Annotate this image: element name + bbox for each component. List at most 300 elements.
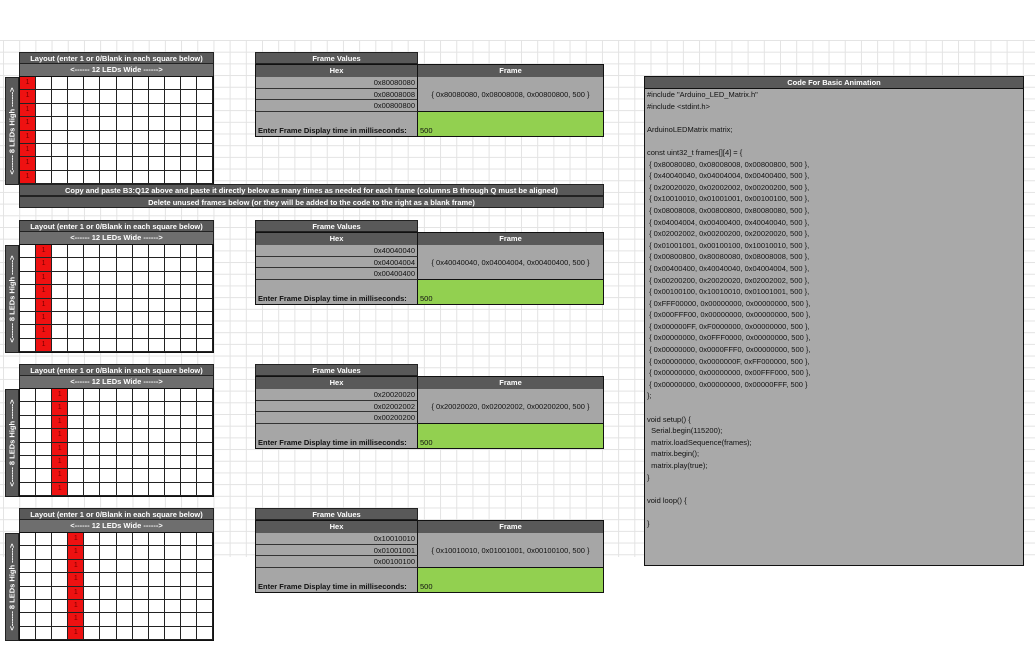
led-cell[interactable] bbox=[181, 131, 197, 144]
display-time-input[interactable]: 500 bbox=[418, 280, 603, 304]
led-cell[interactable] bbox=[100, 416, 116, 429]
led-cell[interactable] bbox=[100, 533, 116, 546]
led-cell[interactable] bbox=[165, 443, 181, 456]
led-cell[interactable] bbox=[20, 299, 36, 312]
hex-value-1[interactable]: 0x40040040 bbox=[256, 245, 418, 257]
led-cell[interactable] bbox=[149, 469, 165, 482]
led-cell[interactable] bbox=[133, 299, 149, 312]
led-cell[interactable] bbox=[197, 171, 213, 184]
led-cell[interactable] bbox=[68, 402, 84, 415]
led-cell[interactable] bbox=[100, 325, 116, 338]
led-cell[interactable] bbox=[197, 325, 213, 338]
display-time-input[interactable]: 500 bbox=[418, 568, 603, 592]
led-cell[interactable] bbox=[117, 587, 133, 600]
led-cell[interactable] bbox=[133, 245, 149, 258]
led-cell[interactable] bbox=[133, 627, 149, 640]
led-cell[interactable] bbox=[36, 416, 52, 429]
led-cell[interactable] bbox=[36, 389, 52, 402]
hex-value-3[interactable]: 0x00400400 bbox=[256, 268, 418, 280]
led-grid[interactable] bbox=[19, 388, 214, 497]
led-cell[interactable] bbox=[68, 483, 84, 496]
led-cell[interactable] bbox=[100, 258, 116, 271]
led-cell[interactable] bbox=[197, 339, 213, 352]
led-cell[interactable] bbox=[36, 469, 52, 482]
led-cell[interactable] bbox=[100, 171, 116, 184]
led-cell[interactable] bbox=[117, 245, 133, 258]
led-cell[interactable] bbox=[149, 389, 165, 402]
led-cell[interactable] bbox=[149, 258, 165, 271]
led-cell[interactable] bbox=[117, 533, 133, 546]
led-cell[interactable] bbox=[20, 627, 36, 640]
frame-value[interactable]: { 0x80080080, 0x08008008, 0x00800800, 500 } bbox=[418, 77, 603, 112]
hex-value-1[interactable]: 0x10010010 bbox=[256, 533, 418, 545]
led-cell[interactable] bbox=[133, 258, 149, 271]
led-cell[interactable]: 1 bbox=[20, 90, 36, 103]
led-cell[interactable] bbox=[20, 546, 36, 559]
led-cell[interactable] bbox=[84, 117, 100, 130]
led-cell[interactable] bbox=[149, 533, 165, 546]
led-cell[interactable] bbox=[165, 272, 181, 285]
led-cell[interactable] bbox=[84, 389, 100, 402]
led-cell[interactable] bbox=[36, 90, 52, 103]
hex-value-1[interactable]: 0x80080080 bbox=[256, 77, 418, 89]
led-cell[interactable] bbox=[36, 157, 52, 170]
led-cell[interactable]: 1 bbox=[36, 299, 52, 312]
led-cell[interactable] bbox=[181, 171, 197, 184]
led-cell[interactable] bbox=[36, 587, 52, 600]
led-cell[interactable] bbox=[133, 560, 149, 573]
led-cell[interactable] bbox=[197, 285, 213, 298]
led-cell[interactable] bbox=[36, 533, 52, 546]
led-cell[interactable] bbox=[197, 131, 213, 144]
led-cell[interactable] bbox=[181, 389, 197, 402]
led-cell[interactable] bbox=[133, 546, 149, 559]
led-cell[interactable] bbox=[52, 104, 68, 117]
led-cell[interactable] bbox=[149, 104, 165, 117]
hex-value-2[interactable]: 0x02002002 bbox=[256, 401, 418, 413]
led-cell[interactable] bbox=[117, 258, 133, 271]
led-cell[interactable]: 1 bbox=[52, 389, 68, 402]
led-cell[interactable] bbox=[133, 456, 149, 469]
led-cell[interactable] bbox=[20, 573, 36, 586]
hex-value-2[interactable]: 0x08008008 bbox=[256, 89, 418, 101]
led-cell[interactable] bbox=[20, 456, 36, 469]
led-cell[interactable] bbox=[20, 245, 36, 258]
led-cell[interactable] bbox=[117, 613, 133, 626]
led-cell[interactable] bbox=[36, 131, 52, 144]
led-cell[interactable] bbox=[117, 325, 133, 338]
led-cell[interactable] bbox=[100, 469, 116, 482]
led-cell[interactable] bbox=[181, 483, 197, 496]
led-cell[interactable] bbox=[197, 600, 213, 613]
led-cell[interactable] bbox=[165, 325, 181, 338]
led-cell[interactable]: 1 bbox=[68, 600, 84, 613]
led-cell[interactable] bbox=[181, 144, 197, 157]
led-cell[interactable] bbox=[197, 258, 213, 271]
led-cell[interactable]: 1 bbox=[68, 533, 84, 546]
led-cell[interactable] bbox=[165, 587, 181, 600]
led-cell[interactable] bbox=[84, 402, 100, 415]
led-cell[interactable] bbox=[165, 285, 181, 298]
led-cell[interactable] bbox=[197, 245, 213, 258]
led-cell[interactable] bbox=[165, 258, 181, 271]
led-cell[interactable] bbox=[84, 157, 100, 170]
led-cell[interactable] bbox=[84, 104, 100, 117]
led-cell[interactable]: 1 bbox=[36, 272, 52, 285]
led-cell[interactable] bbox=[52, 627, 68, 640]
led-cell[interactable] bbox=[149, 456, 165, 469]
led-cell[interactable] bbox=[133, 483, 149, 496]
led-cell[interactable] bbox=[100, 144, 116, 157]
led-cell[interactable] bbox=[20, 469, 36, 482]
led-cell[interactable] bbox=[68, 312, 84, 325]
led-cell[interactable] bbox=[20, 339, 36, 352]
led-cell[interactable] bbox=[36, 483, 52, 496]
led-cell[interactable] bbox=[133, 90, 149, 103]
led-cell[interactable] bbox=[117, 573, 133, 586]
led-cell[interactable] bbox=[197, 429, 213, 442]
led-cell[interactable] bbox=[52, 90, 68, 103]
led-cell[interactable] bbox=[181, 157, 197, 170]
code-body[interactable] bbox=[645, 89, 1023, 530]
led-grid[interactable] bbox=[19, 76, 214, 185]
led-cell[interactable] bbox=[117, 117, 133, 130]
led-cell[interactable] bbox=[52, 258, 68, 271]
led-cell[interactable] bbox=[20, 272, 36, 285]
led-cell[interactable]: 1 bbox=[52, 402, 68, 415]
led-cell[interactable] bbox=[165, 573, 181, 586]
led-cell[interactable] bbox=[133, 587, 149, 600]
led-cell[interactable] bbox=[197, 587, 213, 600]
led-cell[interactable] bbox=[133, 104, 149, 117]
led-cell[interactable] bbox=[84, 483, 100, 496]
led-cell[interactable] bbox=[20, 600, 36, 613]
led-grid[interactable] bbox=[19, 532, 214, 641]
led-cell[interactable] bbox=[181, 402, 197, 415]
led-cell[interactable] bbox=[149, 312, 165, 325]
led-cell[interactable] bbox=[149, 560, 165, 573]
led-cell[interactable] bbox=[181, 560, 197, 573]
led-cell[interactable] bbox=[68, 285, 84, 298]
led-cell[interactable] bbox=[68, 456, 84, 469]
led-cell[interactable] bbox=[149, 402, 165, 415]
led-cell[interactable] bbox=[52, 533, 68, 546]
led-cell[interactable] bbox=[100, 245, 116, 258]
led-cell[interactable] bbox=[197, 443, 213, 456]
led-cell[interactable]: 1 bbox=[36, 325, 52, 338]
led-cell[interactable] bbox=[117, 456, 133, 469]
led-cell[interactable]: 1 bbox=[36, 339, 52, 352]
led-cell[interactable] bbox=[84, 416, 100, 429]
led-cell[interactable] bbox=[100, 90, 116, 103]
led-cell[interactable] bbox=[68, 339, 84, 352]
led-cell[interactable] bbox=[181, 339, 197, 352]
led-cell[interactable] bbox=[100, 131, 116, 144]
led-cell[interactable] bbox=[133, 325, 149, 338]
led-cell[interactable] bbox=[52, 299, 68, 312]
led-cell[interactable]: 1 bbox=[52, 429, 68, 442]
led-cell[interactable] bbox=[84, 429, 100, 442]
led-cell[interactable] bbox=[68, 117, 84, 130]
led-cell[interactable] bbox=[117, 285, 133, 298]
led-grid[interactable] bbox=[19, 244, 214, 353]
led-cell[interactable] bbox=[149, 117, 165, 130]
led-cell[interactable] bbox=[52, 131, 68, 144]
led-cell[interactable] bbox=[117, 157, 133, 170]
led-cell[interactable] bbox=[133, 285, 149, 298]
led-cell[interactable] bbox=[133, 573, 149, 586]
led-cell[interactable]: 1 bbox=[20, 171, 36, 184]
led-cell[interactable] bbox=[149, 339, 165, 352]
led-cell[interactable]: 1 bbox=[20, 104, 36, 117]
led-cell[interactable] bbox=[36, 613, 52, 626]
led-cell[interactable] bbox=[117, 416, 133, 429]
led-cell[interactable] bbox=[20, 258, 36, 271]
led-cell[interactable] bbox=[84, 456, 100, 469]
led-cell[interactable] bbox=[197, 157, 213, 170]
led-cell[interactable] bbox=[100, 456, 116, 469]
led-cell[interactable]: 1 bbox=[52, 416, 68, 429]
led-cell[interactable] bbox=[20, 533, 36, 546]
led-cell[interactable] bbox=[100, 104, 116, 117]
led-cell[interactable] bbox=[117, 429, 133, 442]
led-cell[interactable] bbox=[100, 312, 116, 325]
led-cell[interactable] bbox=[149, 77, 165, 90]
led-cell[interactable] bbox=[100, 285, 116, 298]
led-cell[interactable] bbox=[165, 339, 181, 352]
led-cell[interactable] bbox=[84, 560, 100, 573]
led-cell[interactable] bbox=[117, 402, 133, 415]
led-cell[interactable] bbox=[149, 285, 165, 298]
led-cell[interactable] bbox=[100, 339, 116, 352]
led-cell[interactable] bbox=[52, 272, 68, 285]
led-cell[interactable] bbox=[52, 573, 68, 586]
led-cell[interactable] bbox=[20, 587, 36, 600]
led-cell[interactable] bbox=[117, 272, 133, 285]
led-cell[interactable] bbox=[133, 429, 149, 442]
led-cell[interactable]: 1 bbox=[52, 456, 68, 469]
led-cell[interactable] bbox=[197, 389, 213, 402]
led-cell[interactable] bbox=[52, 157, 68, 170]
led-cell[interactable] bbox=[36, 573, 52, 586]
led-cell[interactable] bbox=[181, 272, 197, 285]
led-cell[interactable] bbox=[133, 157, 149, 170]
led-cell[interactable] bbox=[20, 402, 36, 415]
hex-value-3[interactable]: 0x00200200 bbox=[256, 412, 418, 424]
led-cell[interactable] bbox=[117, 299, 133, 312]
led-cell[interactable] bbox=[197, 272, 213, 285]
led-cell[interactable] bbox=[181, 312, 197, 325]
led-cell[interactable] bbox=[181, 429, 197, 442]
led-cell[interactable] bbox=[100, 587, 116, 600]
led-cell[interactable] bbox=[197, 456, 213, 469]
led-cell[interactable] bbox=[84, 443, 100, 456]
led-cell[interactable]: 1 bbox=[20, 157, 36, 170]
led-cell[interactable] bbox=[181, 299, 197, 312]
led-cell[interactable] bbox=[36, 171, 52, 184]
led-cell[interactable]: 1 bbox=[20, 131, 36, 144]
led-cell[interactable] bbox=[181, 627, 197, 640]
frame-value[interactable]: { 0x10010010, 0x01001001, 0x00100100, 500 } bbox=[418, 533, 603, 568]
led-cell[interactable] bbox=[117, 77, 133, 90]
led-cell[interactable] bbox=[117, 339, 133, 352]
led-cell[interactable] bbox=[84, 587, 100, 600]
led-cell[interactable] bbox=[197, 299, 213, 312]
led-cell[interactable] bbox=[100, 443, 116, 456]
led-cell[interactable] bbox=[52, 560, 68, 573]
led-cell[interactable] bbox=[197, 546, 213, 559]
led-cell[interactable] bbox=[84, 299, 100, 312]
led-cell[interactable] bbox=[20, 443, 36, 456]
led-cell[interactable] bbox=[117, 389, 133, 402]
led-cell[interactable] bbox=[84, 245, 100, 258]
led-cell[interactable] bbox=[117, 104, 133, 117]
led-cell[interactable] bbox=[165, 90, 181, 103]
led-cell[interactable] bbox=[68, 299, 84, 312]
led-cell[interactable] bbox=[117, 600, 133, 613]
led-cell[interactable]: 1 bbox=[36, 312, 52, 325]
led-cell[interactable] bbox=[149, 627, 165, 640]
led-cell[interactable] bbox=[165, 402, 181, 415]
led-cell[interactable] bbox=[181, 416, 197, 429]
led-cell[interactable] bbox=[100, 429, 116, 442]
led-cell[interactable] bbox=[165, 131, 181, 144]
led-cell[interactable] bbox=[84, 469, 100, 482]
led-cell[interactable] bbox=[100, 483, 116, 496]
led-cell[interactable] bbox=[52, 312, 68, 325]
led-cell[interactable] bbox=[181, 77, 197, 90]
led-cell[interactable] bbox=[149, 600, 165, 613]
led-cell[interactable]: 1 bbox=[20, 77, 36, 90]
led-cell[interactable] bbox=[36, 117, 52, 130]
led-cell[interactable] bbox=[52, 546, 68, 559]
led-cell[interactable] bbox=[117, 90, 133, 103]
led-cell[interactable] bbox=[197, 573, 213, 586]
led-cell[interactable] bbox=[52, 600, 68, 613]
led-cell[interactable] bbox=[52, 245, 68, 258]
led-cell[interactable] bbox=[149, 144, 165, 157]
frame-value[interactable]: { 0x20020020, 0x02002002, 0x00200200, 500 } bbox=[418, 389, 603, 424]
led-cell[interactable] bbox=[149, 573, 165, 586]
led-cell[interactable] bbox=[197, 533, 213, 546]
led-cell[interactable] bbox=[149, 587, 165, 600]
led-cell[interactable] bbox=[197, 483, 213, 496]
led-cell[interactable] bbox=[84, 77, 100, 90]
led-cell[interactable] bbox=[181, 245, 197, 258]
led-cell[interactable]: 1 bbox=[68, 560, 84, 573]
led-cell[interactable] bbox=[117, 171, 133, 184]
led-cell[interactable] bbox=[36, 144, 52, 157]
led-cell[interactable] bbox=[52, 171, 68, 184]
led-cell[interactable] bbox=[68, 389, 84, 402]
led-cell[interactable] bbox=[165, 389, 181, 402]
led-cell[interactable] bbox=[36, 546, 52, 559]
led-cell[interactable] bbox=[84, 533, 100, 546]
led-cell[interactable] bbox=[68, 131, 84, 144]
led-cell[interactable] bbox=[20, 312, 36, 325]
led-cell[interactable] bbox=[100, 272, 116, 285]
led-cell[interactable] bbox=[133, 144, 149, 157]
led-cell[interactable] bbox=[117, 560, 133, 573]
led-cell[interactable] bbox=[52, 144, 68, 157]
led-cell[interactable] bbox=[181, 573, 197, 586]
led-cell[interactable] bbox=[181, 456, 197, 469]
led-cell[interactable] bbox=[20, 560, 36, 573]
led-cell[interactable] bbox=[20, 416, 36, 429]
led-cell[interactable] bbox=[52, 285, 68, 298]
led-cell[interactable] bbox=[117, 546, 133, 559]
led-cell[interactable] bbox=[68, 245, 84, 258]
led-cell[interactable] bbox=[165, 456, 181, 469]
led-cell[interactable] bbox=[181, 104, 197, 117]
led-cell[interactable] bbox=[133, 131, 149, 144]
led-cell[interactable] bbox=[149, 171, 165, 184]
led-cell[interactable] bbox=[165, 77, 181, 90]
led-cell[interactable] bbox=[68, 469, 84, 482]
led-cell[interactable] bbox=[100, 389, 116, 402]
led-cell[interactable] bbox=[100, 546, 116, 559]
display-time-input[interactable]: 500 bbox=[418, 112, 603, 136]
led-cell[interactable] bbox=[149, 131, 165, 144]
led-cell[interactable] bbox=[149, 546, 165, 559]
led-cell[interactable] bbox=[197, 416, 213, 429]
led-cell[interactable] bbox=[84, 546, 100, 559]
led-cell[interactable] bbox=[36, 104, 52, 117]
led-cell[interactable]: 1 bbox=[68, 573, 84, 586]
led-cell[interactable] bbox=[84, 325, 100, 338]
led-cell[interactable] bbox=[165, 469, 181, 482]
led-cell[interactable] bbox=[149, 443, 165, 456]
led-cell[interactable] bbox=[133, 389, 149, 402]
led-cell[interactable] bbox=[181, 546, 197, 559]
led-cell[interactable] bbox=[133, 402, 149, 415]
led-cell[interactable] bbox=[133, 533, 149, 546]
led-cell[interactable] bbox=[68, 144, 84, 157]
led-cell[interactable] bbox=[149, 299, 165, 312]
led-cell[interactable] bbox=[52, 587, 68, 600]
led-cell[interactable] bbox=[100, 299, 116, 312]
led-cell[interactable] bbox=[36, 600, 52, 613]
led-cell[interactable]: 1 bbox=[20, 117, 36, 130]
led-cell[interactable] bbox=[117, 469, 133, 482]
led-cell[interactable] bbox=[181, 469, 197, 482]
led-cell[interactable] bbox=[181, 613, 197, 626]
led-cell[interactable] bbox=[133, 77, 149, 90]
led-cell[interactable] bbox=[52, 117, 68, 130]
led-cell[interactable] bbox=[68, 104, 84, 117]
led-cell[interactable] bbox=[52, 339, 68, 352]
led-cell[interactable]: 1 bbox=[20, 144, 36, 157]
led-cell[interactable] bbox=[20, 483, 36, 496]
led-cell[interactable]: 1 bbox=[52, 469, 68, 482]
led-cell[interactable] bbox=[100, 613, 116, 626]
led-cell[interactable] bbox=[181, 443, 197, 456]
hex-value-2[interactable]: 0x04004004 bbox=[256, 257, 418, 269]
led-cell[interactable]: 1 bbox=[36, 285, 52, 298]
led-cell[interactable] bbox=[197, 560, 213, 573]
led-cell[interactable] bbox=[197, 627, 213, 640]
led-cell[interactable] bbox=[165, 627, 181, 640]
led-cell[interactable] bbox=[181, 90, 197, 103]
led-cell[interactable] bbox=[181, 258, 197, 271]
led-cell[interactable] bbox=[100, 627, 116, 640]
led-cell[interactable] bbox=[68, 171, 84, 184]
led-cell[interactable] bbox=[117, 483, 133, 496]
led-cell[interactable] bbox=[197, 104, 213, 117]
led-cell[interactable] bbox=[197, 117, 213, 130]
led-cell[interactable] bbox=[133, 469, 149, 482]
led-cell[interactable] bbox=[84, 339, 100, 352]
